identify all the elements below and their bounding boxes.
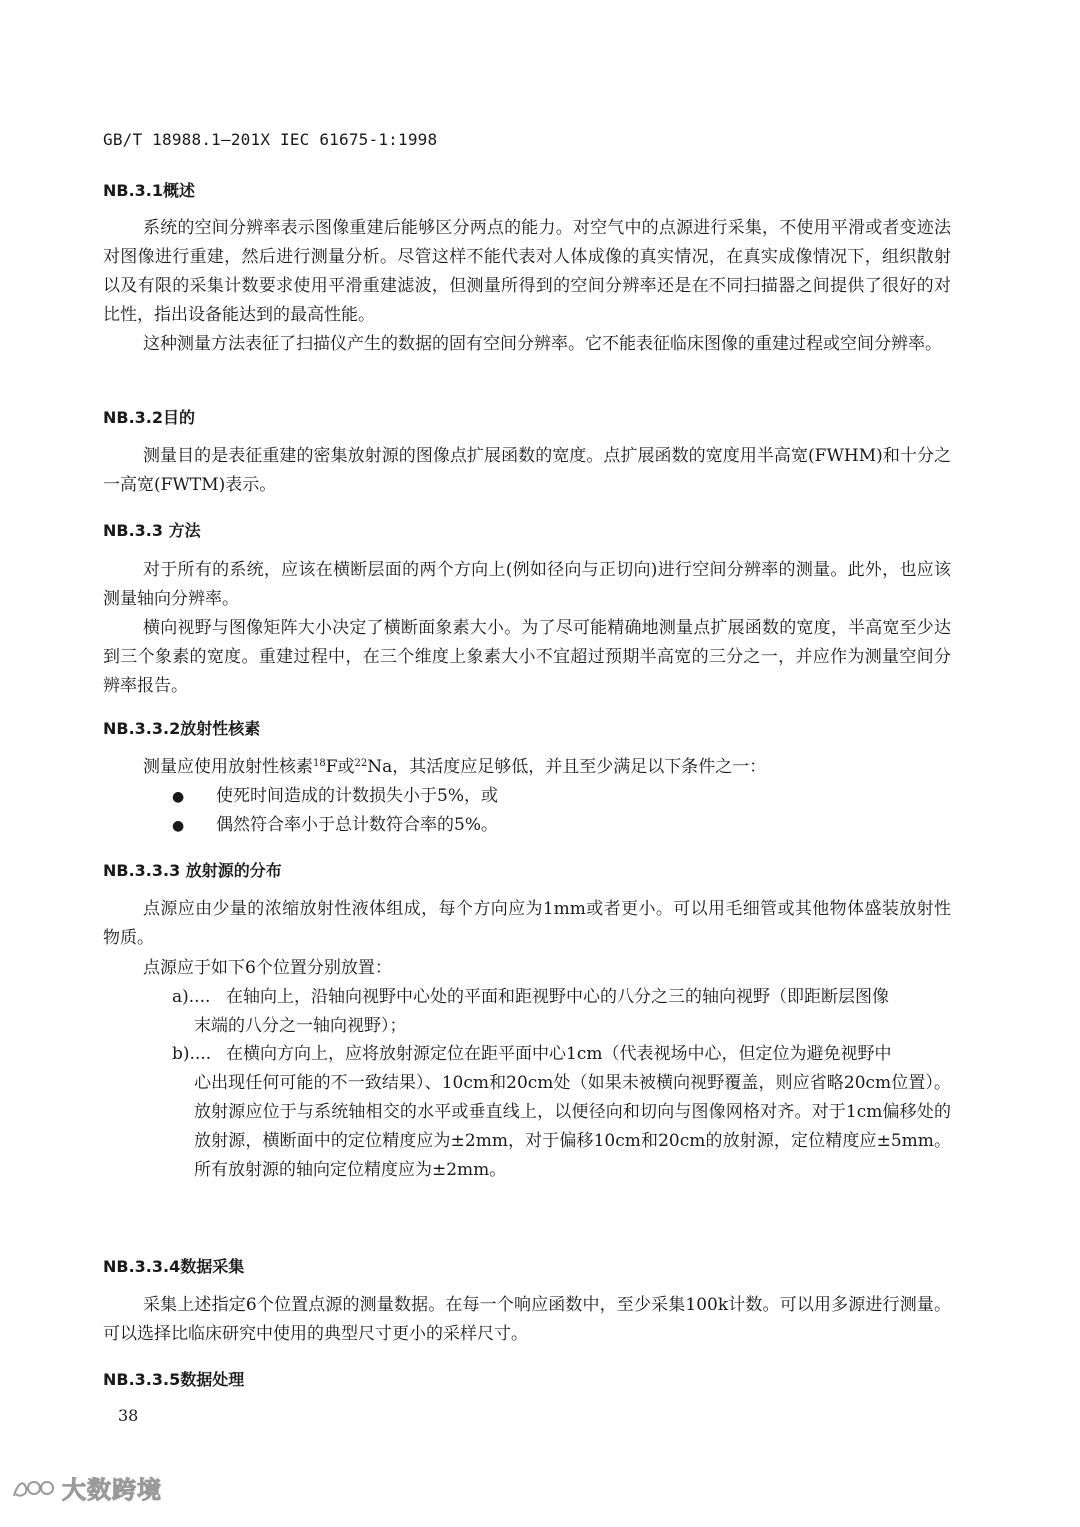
section-heading-nb-3-2: NB.3.2目的 <box>103 408 196 427</box>
paragraph-purpose: 测量目的是表征重建的密集放射源的图像点扩展函数的宽度。点扩展函数的宽度用半高宽(FWHM)和十分之一高宽(FWTM)表示。 <box>103 446 951 495</box>
radionuclide-text-b: F或 <box>325 757 355 777</box>
paragraph-overview-1: 系统的空间分辨率表示图像重建后能够区分两点的能力。对空气中的点源进行采集，不使用平滑或者变迹法对图像进行重建，然后进行测量分析。尽管这样不能代表对人体成像的真实情况，在真实成像情况下，组织散射以及有限的采集计数要求使用平滑重建滤波，但测量所得到的空间分辨率还是在不同扫描器之间提供了很好的对比性，指出设备能达到的最高性能。 <box>103 218 951 325</box>
paragraph-radionuclide <box>103 753 951 782</box>
section-heading-nb-3-3-3: NB.3.3.3 放射源的分布 <box>103 861 282 880</box>
list-item-text: 在轴向上，沿轴向视野中心处的平面和距视野中心的八分之三的轴向视野（即距断层图像 <box>226 987 889 1007</box>
list-marker: a).... <box>172 987 211 1007</box>
paragraph-data-acquisition: 采集上述指定6个位置点源的测量数据。在每一个响应函数中，至少采集100k计数。可以用多源进行测量。可以选择比临床研究中使用的典型尺寸更小的采样尺寸。 <box>103 1295 951 1344</box>
list-item <box>172 782 498 812</box>
page-number: 38 <box>118 1406 139 1425</box>
list-item-text: 在横向方向上，应将放射源定位在距平面中心1cm（代表视场中心，但定位为避免视野中 <box>226 1044 892 1064</box>
watermark-logo-icon <box>10 1474 56 1502</box>
list-item <box>172 811 498 841</box>
paragraph-source-distribution-1: 点源应由少量的浓缩放射性液体组成，每个方向应为1mm或者更小。可以用毛细管或其他物体盛装放射性物质。 <box>103 899 951 948</box>
section-heading-nb-3-3: NB.3.3 方法 <box>103 521 201 540</box>
paragraph-method-1: 对于所有的系统，应该在横断层面的两个方向上(例如径向与正切向)进行空间分辨率的测量。此外，也应该测量轴向分辨率。 <box>103 560 951 609</box>
section-heading-nb-3-3-4: NB.3.3.4数据采集 <box>103 1257 245 1276</box>
section-heading-nb-3-3-5: NB.3.3.5数据处理 <box>103 1370 245 1389</box>
watermark-text: 大数跨境 <box>62 1476 162 1504</box>
radionuclide-text-a: 测量应使用放射性核素 <box>143 757 313 777</box>
list-item-text-continued: 心出现任何可能的不一致结果）、10cm和20cm处（如果未被横向视野覆盖，则应省略20cm位置）。放射源应位于与系统轴相交的水平或垂直线上，以便径向和切向与图像网格对齐。对于1cm偏移处的放射源，横断面中的定位精度应为±2mm，对于偏移10cm和20cm的放射源，定位精度应±5mm。所有放射源的轴向定位精度应为±2mm。 <box>194 1073 951 1180</box>
radionuclide-text-c: Na，其活度应足够低，并且至少满足以下条件之一： <box>367 757 767 777</box>
bullet-icon: ● <box>172 789 185 805</box>
paragraph-method-2: 横向视野与图像矩阵大小决定了横断面象素大小。为了尽可能精确地测量点扩展函数的宽度，半高宽至少达到三个象素的宽度。重建过程中，在三个维度上象素大小不宜超过预期半高宽的三分之一，并应作为测量空间分辨率报告。 <box>103 618 951 696</box>
list-item-text: 使死时间造成的计数损失小于5%，或 <box>216 786 498 806</box>
paragraph-overview-2: 这种测量方法表征了扫描仪产生的数据的固有空间分辨率。它不能表征临床图像的重建过程或空间分辨率。 <box>143 334 942 354</box>
isotope-mass-f18: 18 <box>313 758 326 769</box>
list-marker: b).... <box>172 1044 212 1064</box>
list-item-text: 偶然符合率小于总计数符合率的5%。 <box>216 815 498 835</box>
list-item-a <box>172 983 951 1041</box>
standard-header: GB/T 18988.1—201X IEC 61675-1:1998 <box>103 130 438 149</box>
section-heading-nb-3-3-2: NB.3.3.2放射性核素 <box>103 719 261 738</box>
section-heading-nb-3-1: NB.3.1概述 <box>103 181 196 200</box>
list-item-b <box>172 1040 951 1185</box>
paragraph-source-distribution-2: 点源应于如下6个位置分别放置： <box>143 958 392 978</box>
isotope-mass-na22: 22 <box>354 758 368 769</box>
list-item-text-continued: 末端的八分之一轴向视野）； <box>194 1016 407 1036</box>
watermark <box>10 1470 162 1505</box>
bullet-icon: ● <box>172 818 185 834</box>
